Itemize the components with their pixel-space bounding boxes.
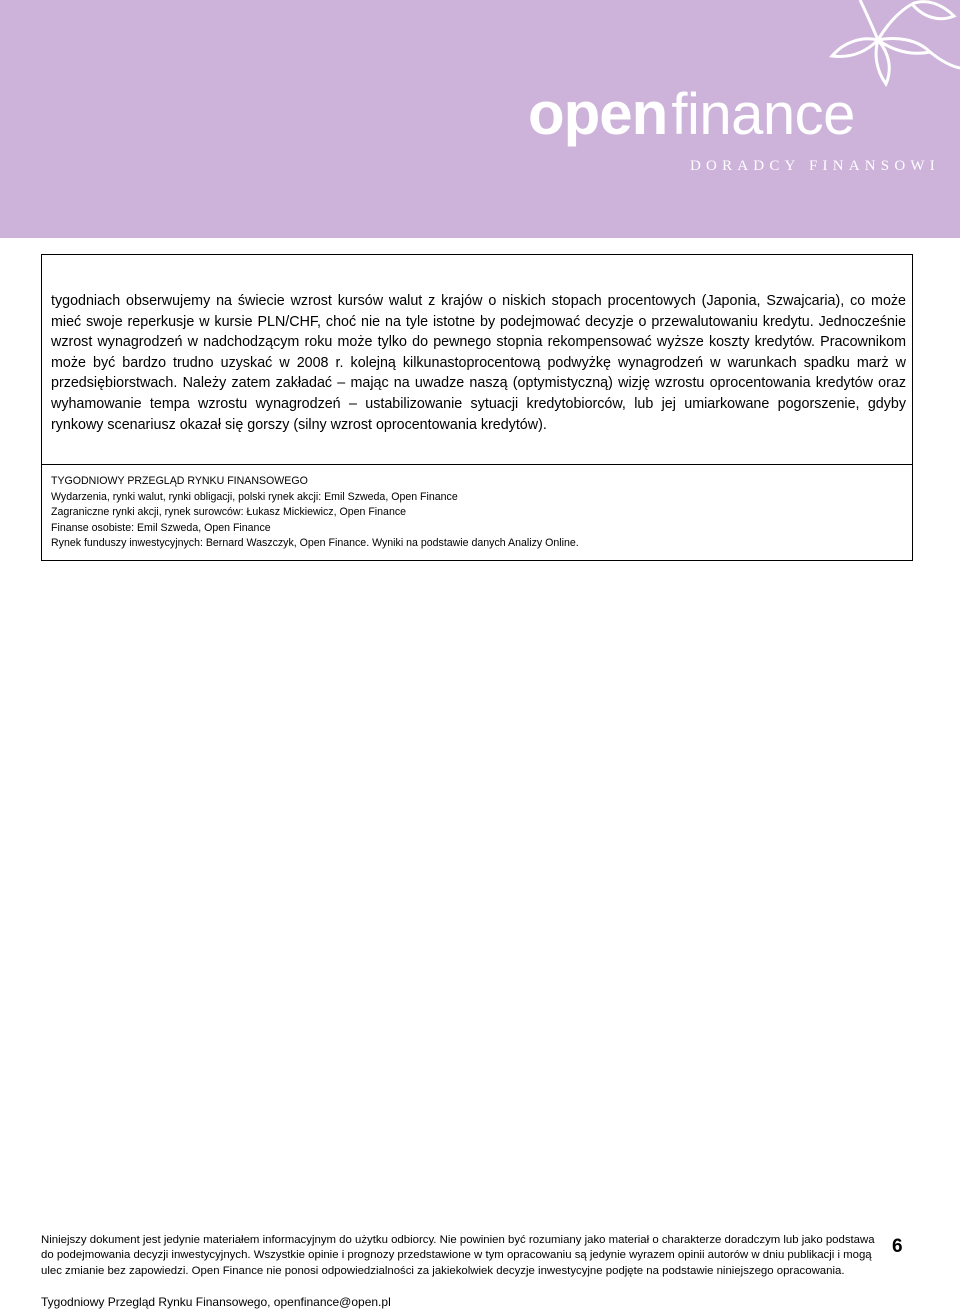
credits-line: Zagraniczne rynki akcji, rynek surowców: Łukasz Mickiewicz, Open Finance xyxy=(51,506,407,519)
credits-box xyxy=(41,464,913,561)
credits-list xyxy=(51,474,906,552)
credits-title: TYGODNIOWY PRZEGLĄD RYNKU FINANSOWEGO xyxy=(51,475,308,487)
brand-open: open xyxy=(528,80,668,147)
disclaimer-text: Niniejszy dokument jest jedynie materiałem informacyjnym do użytku odbiorcy. Nie powinien być rozumiany jako materiał o charakterze doradczym lub jako podstawa do podejmowania decyzji inwestycyjnych. Wszystkie opinie i prognozy przedstawione w tym opracowaniu są jedynie wyrazem opinii autorów w dniu publikacji i mogą ulec zmianie bez zapowiedzi. Open Finance nie ponosi odpowiedzialności za jakiekolwiek decyzje inwestycyjne podjęte na podstawie niniejszego opracowania. xyxy=(41,1234,875,1277)
publication-footer: Tygodniowy Przegląd Rynku Finansowego, openfinance@open.pl xyxy=(41,1295,391,1309)
brand-finance: finance xyxy=(671,82,855,147)
brand-logo xyxy=(528,80,948,174)
credits-line: Rynek funduszy inwestycyjnych: Bernard Waszczyk, Open Finance. Wyniki na podstawie danych Analizy Online. xyxy=(51,537,579,550)
credits-line: Wydarzenia, rynki walut, rynki obligacji, polski rynek akcji: Emil Szweda, Open Finance xyxy=(51,490,458,503)
flower-logo-icon xyxy=(800,0,960,92)
brand-tagline: DORADCY FINANSOWI xyxy=(690,158,940,174)
credits-line: Finanse osobiste: Emil Szweda, Open Finance xyxy=(51,521,271,534)
header-band xyxy=(0,0,960,238)
article-box xyxy=(41,254,913,465)
page-number: 6 xyxy=(892,1236,903,1257)
article-paragraph: tygodniach obserwujemy na świecie wzrost kursów walut z krajów o niskich stopach procentowych (Japonia, Szwajcaria), co może mieć swoje reperkusje w kursie PLN/CHF, choć nie na tyle istotne by podejmować decyzje o przewalutowaniu kredytu. Jednocześnie wzrost wynagrodzeń w nadchodzącym roku może tylko do pewnego stopnia rekompensować wyższe koszty kredytów. Pracownikom może być bardzo trudno uzyskać w 2008 r. kolejną kilkunastoprocentową podwyżkę wynagrodzeń w warunkach spadku marż w przedsiębiorstwach. Należy zatem zakładać – mając na uwadze naszą (optymistyczną) wizję wzrostu oprocentowania kredytów oraz wyhamowanie tempa wzrostu wynagrodzeń – ustabilizowanie sytuacji kredytobiorców, lub jej umiarkowane pogorszenie, gdyby rynkowy scenariusz okazał się gorszy (silny wzrost oprocentowania kredytów). xyxy=(51,293,906,433)
